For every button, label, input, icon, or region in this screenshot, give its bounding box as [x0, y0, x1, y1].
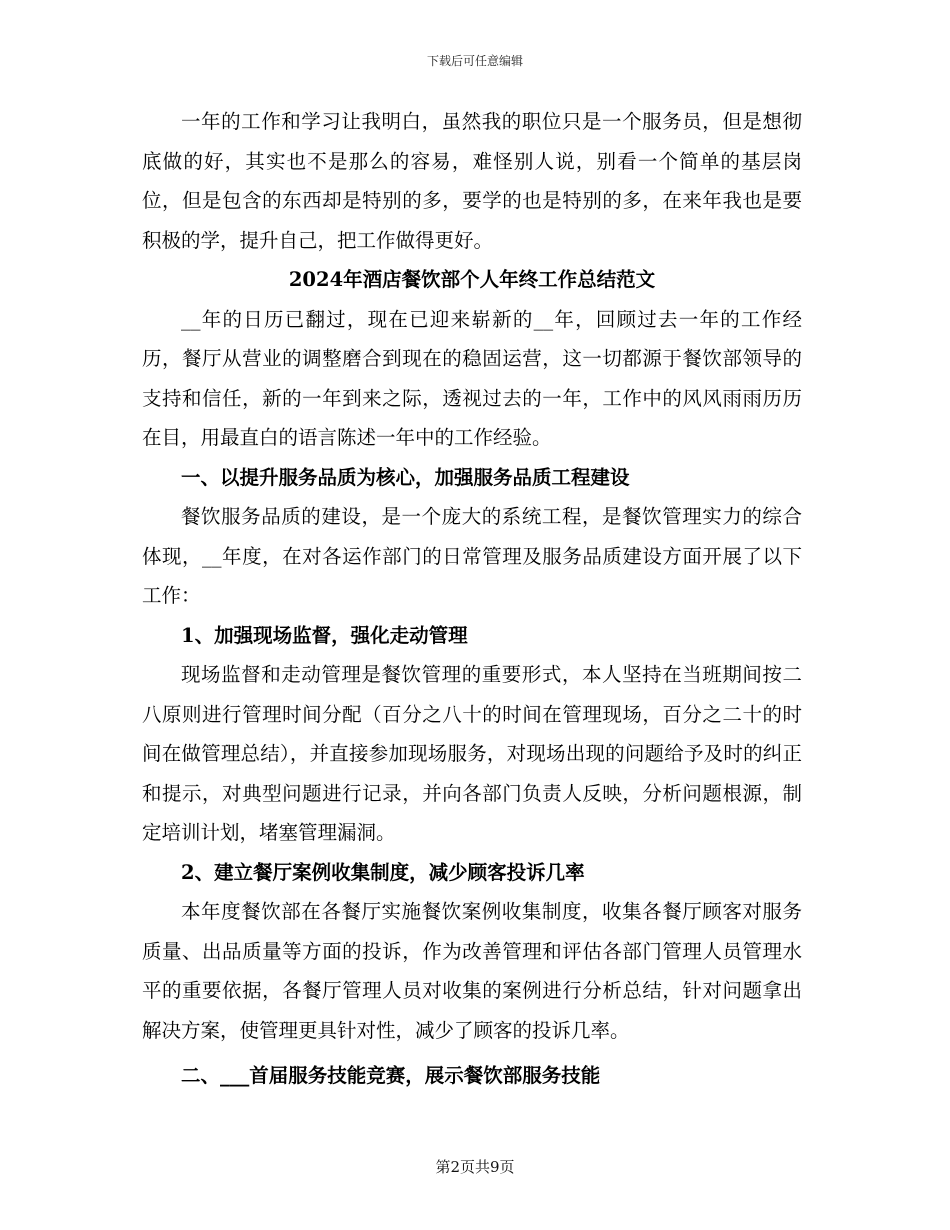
header-note: 下载后可任意编辑 — [426, 54, 523, 68]
page-indicator: 第2页共9页 — [435, 1158, 515, 1176]
intro-paragraph: 一年的工作和学习让我明白，虽然我的职位只是一个服务员，但是想彻底做的好，其实也不是那么的容易，难怪别人说，别看一个简单的基层岗位，但是包含的东西却是特别的多，要学的也是特别的多，在来年我也是要积极的学，提升自己，把工作做得更好。 — [142, 110, 802, 252]
section-2-heading: 二、___首届服务技能竞赛，展示餐饮部服务技能 — [181, 1064, 601, 1087]
document-body — [142, 102, 802, 1096]
section-1-paragraph: 餐饮服务品质的建设，是一个庞大的系统工程，是餐饮管理实力的综合体现，__年度，在对各运作部门的日常管理及服务品质建设方面开展了以下工作： — [142, 505, 802, 607]
item-2-paragraph: 本年度餐饮部在各餐厅实施餐饮案例收集制度，收集各餐厅顾客对服务质量、出品质量等方面的投诉，作为改善管理和评估各部门管理人员管理水平的重要依据，各餐厅管理人员对收集的案例进行分析总结，针对问题拿出解决方案，使管理更具针对性，减少了顾客的投诉几率。 — [142, 900, 802, 1042]
section-1-heading: 一、以提升服务品质为核心，加强服务品质工程建设 — [181, 465, 630, 489]
item-1-heading: 1、加强现场监督，强化走动管理 — [181, 623, 468, 647]
opening-paragraph: __年的日历已翻过，现在已迎来崭新的__年，回顾过去一年的工作经历，餐厅从营业的调整磨合到现在的稳固运营，这一切都源于餐饮部领导的支持和信任，新的一年到来之际，透视过去的一年，工作中的风风雨雨历历在目，用最直白的语言陈述一年中的工作经验。 — [142, 307, 802, 449]
document-title: 2024年酒店餐饮部个人年终工作总结范文 — [288, 268, 656, 291]
item-2-heading: 2、建立餐厅案例收集制度，减少顾客投诉几率 — [181, 860, 585, 884]
item-1-paragraph: 现场监督和走动管理是餐饮管理的重要形式，本人坚持在当班期间按二八原则进行管理时间分配（百分之八十的时间在管理现场，百分之二十的时间在做管理总结），并直接参加现场服务，对现场出现的问题给予及时的纠正和提示，对典型问题进行记录，并向各部门负责人反映，分析问题根源，制定培训计划，堵塞管理漏洞。 — [142, 663, 802, 844]
